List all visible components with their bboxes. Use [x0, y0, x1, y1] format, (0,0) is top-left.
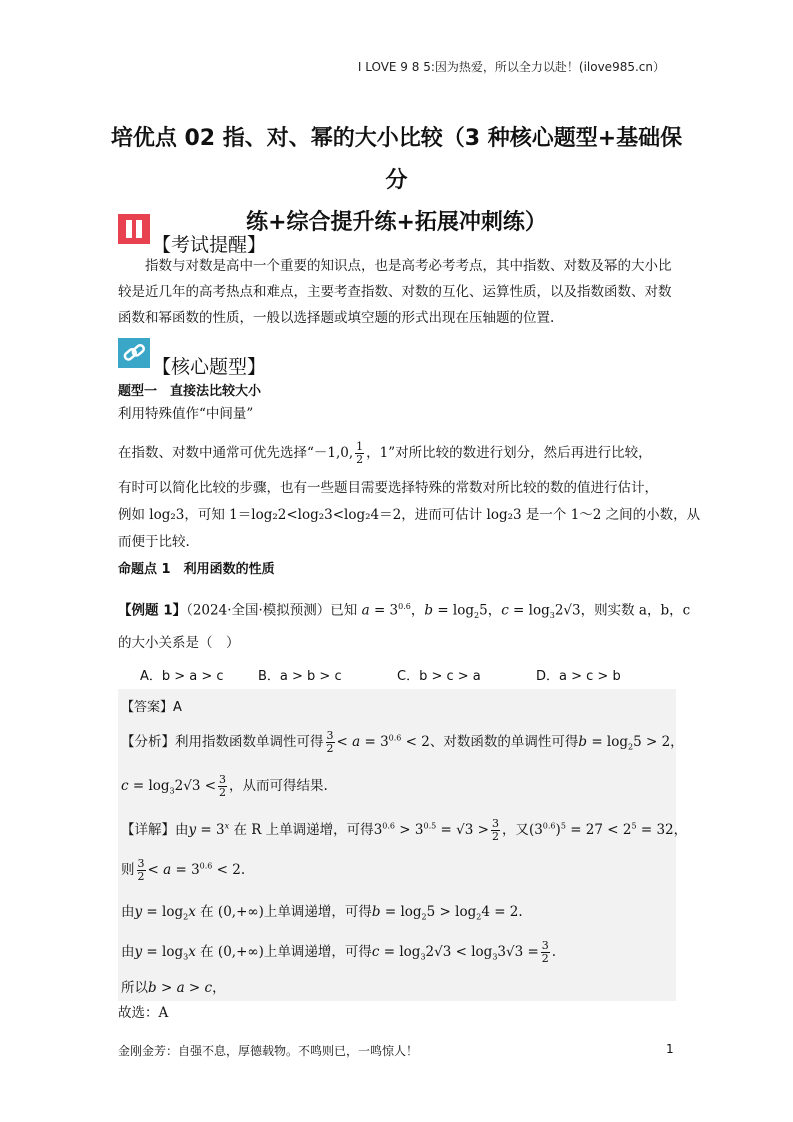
detail-so: 所以 [121, 980, 148, 996]
footer-motto: 金刚金芳：自强不息，厚德载物。不鸣则已，一鸣惊人！ [118, 1044, 419, 1058]
point-heading: 命题点 1 利用函数的性质 [118, 562, 275, 577]
page-number: 1 [666, 1042, 674, 1056]
intro-line-1: 利用特殊值作“中间量” [118, 406, 254, 422]
section-heading-core: 【核心题型】 [152, 356, 267, 378]
section-heading-reminder: 【考试提醒】 [152, 234, 267, 256]
intro-line-3: 有时可以简化比较的步骤，也有一些题目需要选择特殊的常数对所比较的数的值进行估计， [118, 480, 658, 496]
example-label: 【例题 1】 [118, 602, 187, 619]
line3-a: 由 [121, 904, 135, 920]
example-line-2: 的大小关系是（ ） [118, 635, 240, 651]
example-line-1: 【例题 1】（2024·全国·模拟预测）已知 $a = 3^{0.6}$，$b = \log_25$，$c = \log_32√3$，则实数 a，b，c [118, 602, 691, 621]
analysis-a: 利用指数函数单调性可得 [175, 734, 324, 750]
detail-line-5: 所以b > a > c， [121, 980, 226, 996]
detail-then: 则 [121, 862, 135, 878]
option-d[interactable]: D．a > c > b [536, 669, 621, 684]
analysis-b: 、对数函数的单调性可得 [429, 734, 579, 750]
option-a[interactable]: A．b > a > c [140, 669, 224, 684]
analysis-line-2: $c = \log_32√3$ < $\frac{3}{2}$ ，从而可得结果. [121, 773, 328, 799]
example-source: （2024·全国·模拟预测）已知 [186, 602, 358, 619]
detail-line-3: 由$y = \log_2x$ 在 (0,+∞)上单调递增，可得$b = \log_25 > \log_24 = 2$. [121, 904, 523, 922]
fraction-half: $\frac{1}{2}$ [356, 440, 364, 466]
option-b[interactable]: B．a > b > c [258, 669, 342, 684]
answer-line: 【答案】A [121, 700, 182, 715]
header-note: I LOVE 9 8 5:因为热爱，所以全力以赴！(ilove985.cn） [357, 60, 665, 74]
reminder-paragraph: 指数与对数是高中一个重要的知识点，也是高考必考考点，其中指数、对数及幂的大小比较是近几年的高考热点和难点，主要考查指数、对数的互化、运算性质，以及指数函数、对数函数和幂函数的性质，一般以选择题或填空题的形式出现在压轴题的位置. [118, 258, 672, 326]
title-line-2: 练+综合提升练+拓展冲刺练） [246, 210, 547, 235]
choose-line: 故选：A [118, 1005, 169, 1021]
line4-b: 上单调递增，可得 [263, 944, 372, 960]
analysis-c: ，从而可得结果. [229, 778, 328, 794]
line3-b: 上单调递增，可得 [263, 904, 372, 920]
title-line-1: 培优点 02 指、对、幂的大小比较（3 种核心题型+基础保分 [110, 126, 683, 193]
example-tail: ，则实数 a，b，c [580, 602, 691, 619]
line4-a: 由 [121, 944, 135, 960]
option-c[interactable]: C．b > c > a [397, 669, 481, 684]
detail-line-1: 【详解】由$y = 3^x$ 在 R 上单调递增，可得$3^{0.6} > 3^{0.5} = √3$ > $\frac{3}{2}$ ，又$(3^{0.6})^5 = 27 < 2^5 = 32$， [121, 817, 688, 843]
detail-c: ，又 [501, 822, 529, 838]
detail-a: 由 [175, 822, 189, 838]
link-icon [118, 338, 150, 368]
detail-line-2: 则 $\frac{3}{2}$ < $a = 3^{0.6} < 2$. [121, 857, 246, 883]
analysis-line-1: 【分析】利用指数函数单调性可得 $\frac{3}{2}$ < $a = 3^{0.6} < 2$、对数函数的单调性可得$b = \log_25 > 2$， [121, 729, 684, 755]
detail-line-4: 由$y = \log_3x$ 在 (0,+∞)上单调递增，可得$c = \log_32√3 < \log_33√3$ = $\frac{3}{2}$ . [121, 939, 557, 965]
intro-line-5: 而便于比较. [118, 534, 190, 550]
detail-label: 【详解】 [121, 822, 175, 838]
page-title [110, 118, 683, 244]
double-bar-icon [118, 214, 150, 244]
intro-line-2a: 在指数、对数中通常可优先选择“－1,0, [118, 445, 354, 461]
analysis-label: 【分析】 [121, 734, 175, 750]
intro-line-2b: ，1”对所比较的数进行划分，然后再进行比较， [366, 445, 652, 461]
type-heading: 题型一 直接法比较大小 [118, 384, 262, 399]
intro-line-2 [118, 440, 652, 466]
detail-b: 在 R 上单调递增，可得 [233, 822, 374, 838]
intro-line-4: 例如 log₂3，可知 1＝log₂2<log₂3<log₂4＝2，进而可估计 log₂3 是一个 1～2 之间的小数，从 [118, 507, 701, 523]
